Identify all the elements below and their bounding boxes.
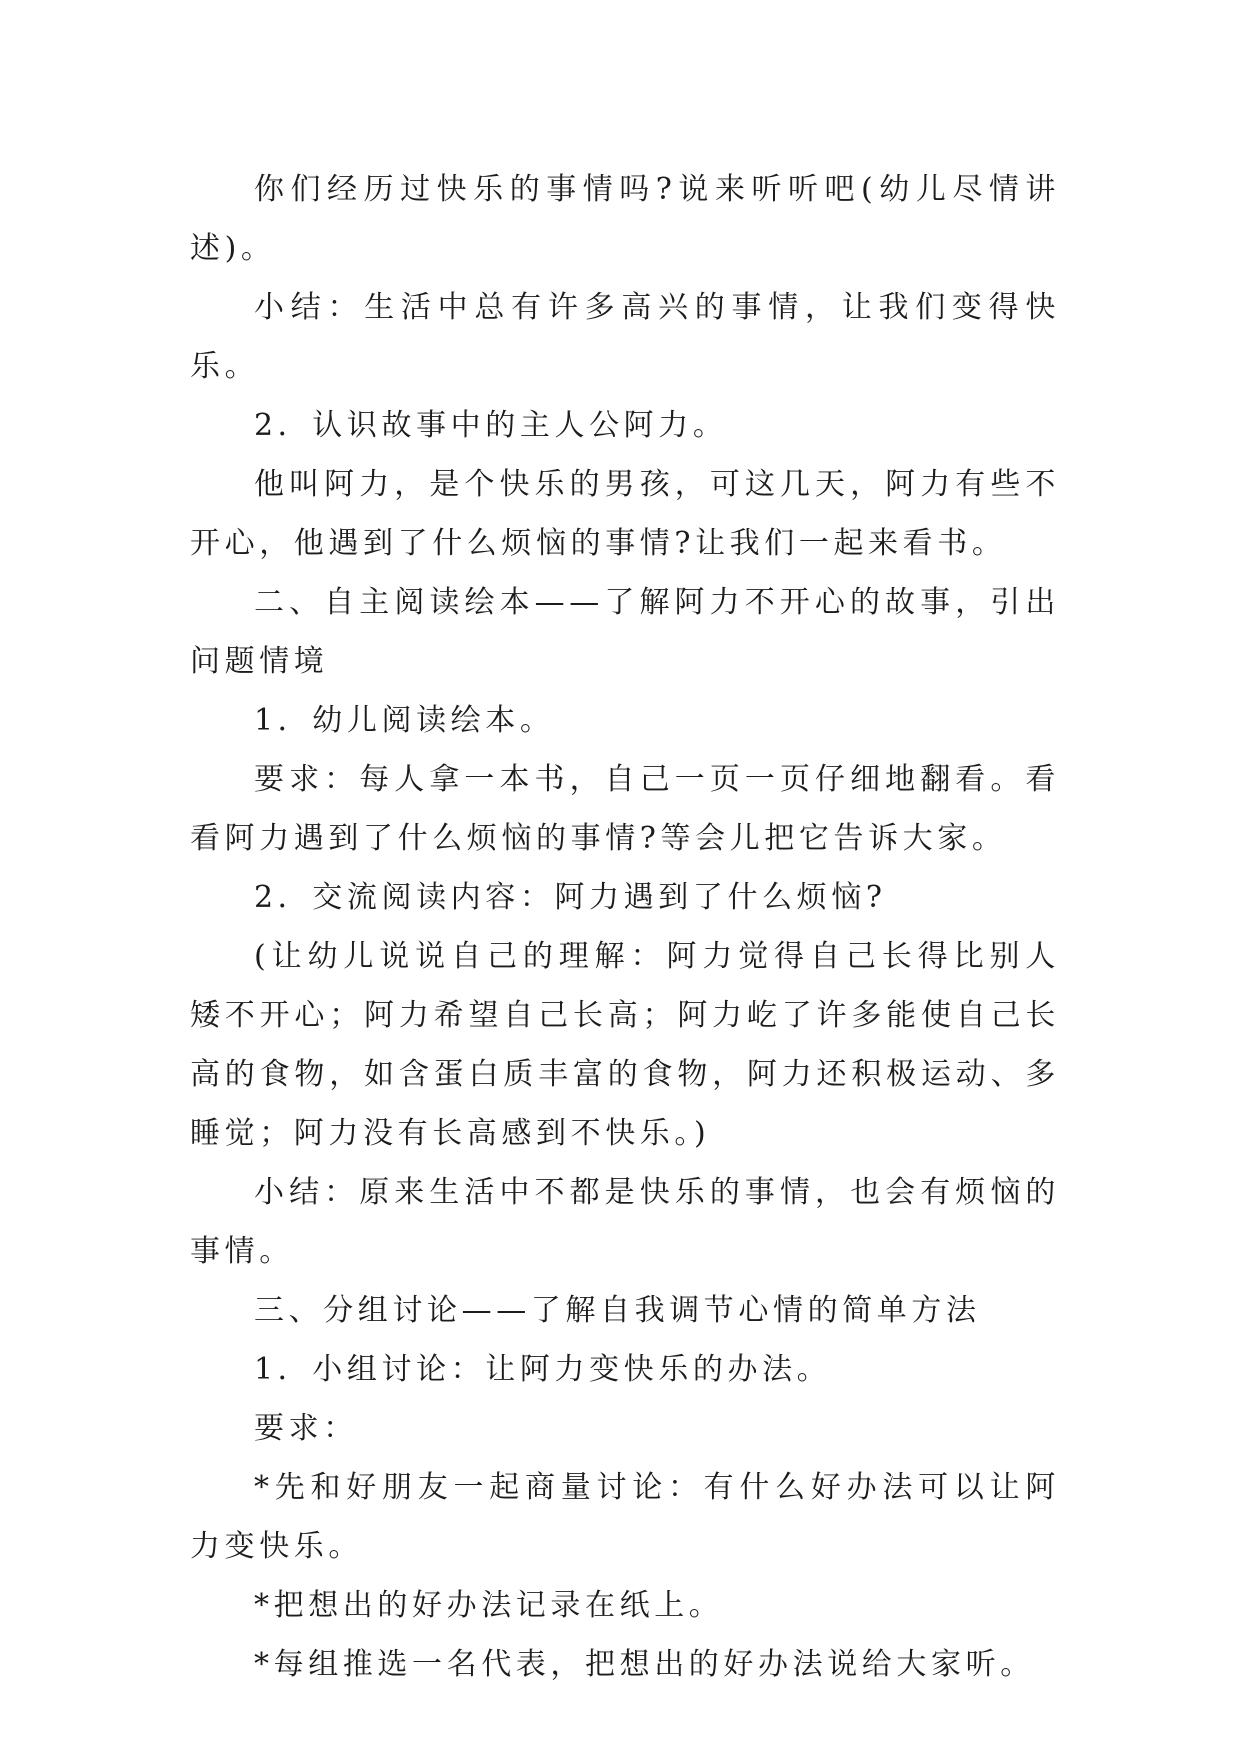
paragraph-requirement-discuss: *先和好朋友一起商量讨论：有什么好办法可以让阿力变快乐。 — [190, 1470, 1060, 1564]
paragraph-reading-requirement: 要求：每人拿一本书，自己一页一页仔细地翻看。看看阿力遇到了什么烦恼的事情?等会儿把它告诉大家。 — [190, 762, 1060, 856]
paragraph-step-read-book: 1．幼儿阅读绘本。 — [254, 703, 555, 738]
document-body — [190, 160, 1060, 1694]
paragraph-summary-worries: 小结：原来生活中不都是快乐的事情，也会有烦恼的事情。 — [190, 1175, 1060, 1269]
paragraph-requirement-record: *把想出的好办法记录在纸上。 — [254, 1588, 724, 1623]
paragraph-ali-intro: 他叫阿力，是个快乐的男孩，可这几天，阿力有些不开心，他遇到了什么烦恼的事情?让我们一起来看书。 — [190, 467, 1060, 561]
paragraph-step-group-discuss: 1．小组讨论：让阿力变快乐的办法。 — [254, 1352, 832, 1387]
paragraph-share-experience: 你们经历过快乐的事情吗?说来听听吧(幼儿尽情讲述)。 — [190, 172, 1060, 266]
paragraph-step-discuss-content: 2．交流阅读内容：阿力遇到了什么烦恼? — [254, 880, 887, 915]
section-heading-group-discussion: 三、分组讨论——了解自我调节心情的简单方法 — [254, 1293, 981, 1328]
section-heading-reading: 二、自主阅读绘本——了解阿力不开心的故事，引出问题情境 — [190, 585, 1060, 679]
paragraph-summary-happy: 小结：生活中总有许多高兴的事情，让我们变得快乐。 — [190, 290, 1060, 384]
paragraph-requirement-present: *每组推选一名代表，把想出的好办法说给大家听。 — [254, 1647, 1035, 1682]
paragraph-step-meet-ali: 2．认识故事中的主人公阿力。 — [254, 408, 728, 443]
paragraph-requirement-label: 要求： — [254, 1411, 358, 1446]
paragraph-children-understanding: (让幼儿说说自己的理解：阿力觉得自己长得比别人矮不开心；阿力希望自己长高；阿力屹了许多能使自己长高的食物，如含蛋白质丰富的食物，阿力还积极运动、多睡觉；阿力没有长高感到不快乐。) — [190, 939, 1060, 1151]
